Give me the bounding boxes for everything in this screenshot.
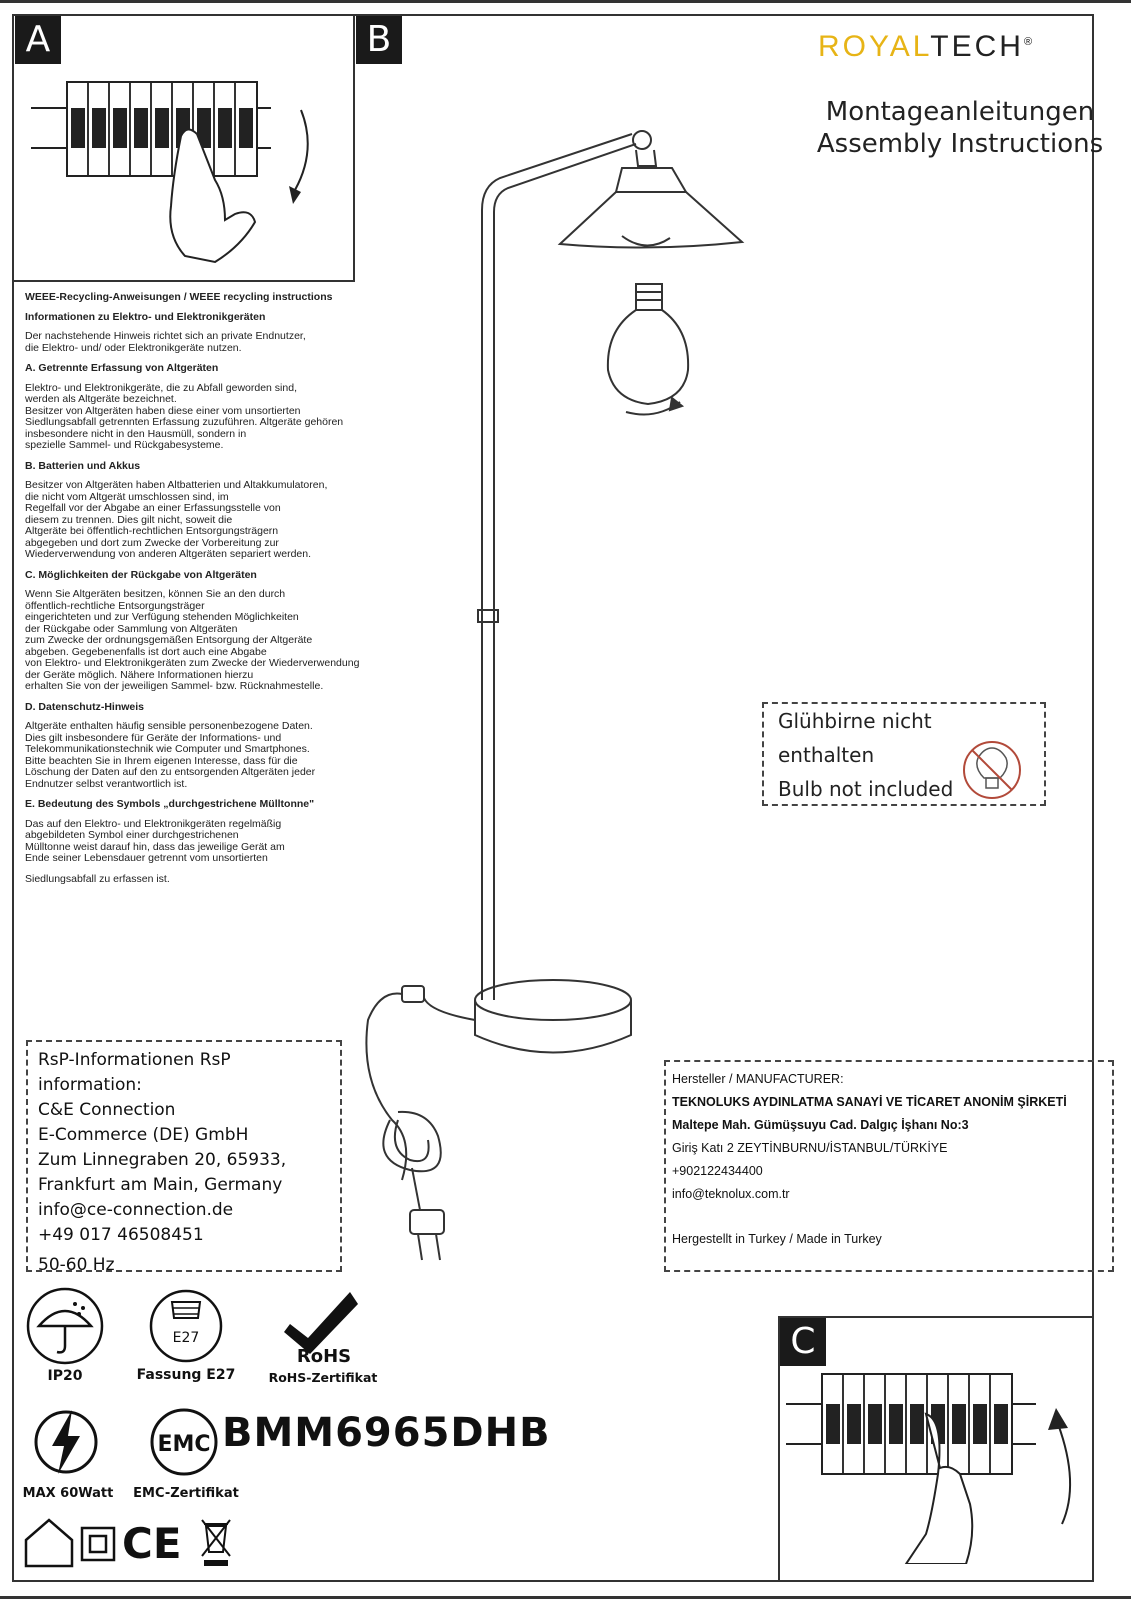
document-title	[810, 96, 1110, 160]
weee-section-a-title: A. Getrennte Erfassung von Altgeräten	[25, 362, 219, 374]
emc-label: EMC-Zertifikat	[133, 1486, 239, 1501]
weee-section-e-title: E. Bedeutung des Symbols „durchgestrichene Mülltonne"	[25, 798, 315, 810]
weee-section-d-title: D. Datenschutz-Hinweis	[25, 700, 145, 713]
rsp-line-email: info@ce-connection.de	[38, 1200, 234, 1220]
breaker-switch-on-illustration	[786, 1364, 1096, 1564]
double-insulation-icon	[80, 1526, 116, 1562]
manufacturer-made-in: Hergestellt in Turkey / Made in Turkey	[672, 1232, 882, 1246]
panel-a-label: A	[15, 16, 61, 64]
rsp-line-company2: E-Commerce (DE) GmbH	[38, 1125, 249, 1145]
rohs-label: RoHS-Zertifikat	[268, 1370, 378, 1385]
brand-registered: ®	[1023, 36, 1033, 48]
weee-section-b-title: B. Batterien und Akkus	[25, 459, 141, 472]
ce-mark-icon	[122, 1518, 190, 1564]
manufacturer-address2: Giriş Katı 2 ZEYTİNBURNU/İSTANBUL/TÜRKİYE	[672, 1141, 948, 1155]
bottom-border	[0, 1596, 1131, 1599]
panel-a	[13, 14, 355, 282]
weee-section-a-text: Elektro- und Elektronikgeräte, die zu Abfall geworden sind, werden als Altgeräte bezeichnet. Besitzer von Altgeräten haben diese einer vom unsortierten Siedlungsabfall getrennten Erfassung zuzuführen. Altgeräte gehören insbesondere nicht in den Hausmüll, sondern in spezielle Sammel- und Rückgabesysteme.	[25, 381, 344, 451]
manufacturer-name: TEKNOLUKS AYDINLATMA SANAYİ VE TİCARET ANONİM ŞİRKETİ	[672, 1095, 1067, 1109]
manufacturer-heading: Hersteller / MANUFACTURER:	[672, 1072, 844, 1086]
weee-intro: Der nachstehende Hinweis richtet sich an private Endnutzer, die Elektro- und/ oder Elektronikgeräte nutzen.	[25, 330, 306, 354]
lightning-icon	[32, 1406, 100, 1478]
ip-rating-label: IP20	[47, 1368, 83, 1384]
manufacturer-email: info@teknolux.com.tr	[672, 1187, 790, 1201]
manufacturer-address1: Maltepe Mah. Gümüşsuyu Cad. Dalgıç İşhanı No:3	[672, 1118, 969, 1132]
rohs-mark-text: RoHS	[296, 1346, 352, 1367]
weee-section-e-text2: Siedlungsabfall zu erfassen ist.	[25, 872, 170, 885]
bulb-not-included-notice	[762, 702, 1046, 806]
bulb-notice-german: Glühbirne nicht enthalten	[778, 709, 932, 767]
manufacturer-phone: +902122434400	[672, 1164, 763, 1178]
no-bulb-icon	[960, 738, 1024, 802]
indoor-use-house-icon	[22, 1516, 76, 1568]
weee-heading: WEEE-Recycling-Anweisungen / WEEE recycling instructions	[25, 291, 333, 303]
emc-mark-text: EMC	[157, 1432, 211, 1457]
weee-section-e-text: Das auf den Elektro- und Elektronikgeräten regelmäßig abgebildeten Symbol einer durchgestrichenen Mülltonne weist darauf hin, dass das jeweilige Gerät am Ende seiner Lebensdauer getrennt vom unsortierten	[25, 817, 285, 864]
emc-icon	[148, 1406, 220, 1478]
rohs-icon	[280, 1288, 370, 1368]
weee-instructions	[25, 292, 445, 894]
rsp-line-phone: +49 017 46508451	[38, 1225, 204, 1245]
brand-tech: TECH	[930, 30, 1024, 63]
socket-e27-text: E27	[172, 1330, 200, 1346]
brand-royal: ROYAL	[818, 30, 931, 63]
weee-section-c-title: C. Möglichkeiten der Rückgabe von Altgeräten	[25, 568, 257, 581]
rsp-line-street: Zum Linnegraben 20, 65933,	[38, 1150, 287, 1170]
crossed-bin-icon	[200, 1516, 232, 1568]
rsp-frequency: 50-60 Hz	[38, 1255, 115, 1275]
brand-logo	[818, 30, 1032, 64]
umbrella-rain-icon	[25, 1286, 105, 1366]
title-english: Assembly Instructions	[816, 129, 1104, 159]
panel-b-label: B	[356, 16, 402, 64]
model-number: BMM6965DHB	[222, 1410, 551, 1456]
max-wattage-label: MAX 60Watt	[22, 1486, 114, 1501]
top-border	[0, 0, 1131, 3]
light-bulb-icon	[608, 284, 688, 414]
weee-subheading: Informationen zu Elektro- und Elektronikgeräten	[25, 310, 266, 323]
ce-mark-text: CE	[122, 1519, 182, 1564]
panel-c-label: C	[780, 1318, 826, 1366]
weee-section-b-text: Besitzer von Altgeräten haben Altbatterien und Altakkumulatoren, die nicht vom Altgerät umschlossen sind, im Regelfall vor der Abgabe an einer Erfassungsstelle von diesem zu trennen. Dies gilt nicht, soweit die Altgeräte bei öffentlich-rechtlichen Entsorgungsträgern abgegeben und dort zum Zwecke der Vorbereitung zur Wiederverwendung von anderen Altgeräten separiert werden.	[25, 479, 328, 560]
weee-section-c-text: Wenn Sie Altgeräten besitzen, können Sie an den durch öffentlich-rechtliche Entsorgungsträger eingerichteten und zur Verfügung stehenden Möglichkeiten der Rückgabe oder Sammlung von Altgeräten zum Zwecke der ordnungsgemäßen Entsorgung der Altgeräte abgeben. Gegebenenfalls ist dort auch eine Abgabe von Elektro- und Elektronikgeräten zum Zwecke der Wiederverwendung der Geräte möglich. Nähere Informationen hierzu erhalten Sie von der jeweiligen Sammel- bzw. Rücknahmestelle.	[25, 588, 360, 692]
weee-section-d-text: Altgeräte enthalten häufig sensible personenbezogene Daten. Dies gilt insbesondere für Geräte der Informations- und Telekommunikationstechnik wie Computer und Smartphones. Bitte beachten Sie in Ihrem eigenen Interesse, dass für die Löschung der Daten auf den zu entsorgenden Altgeräten jeder Endnutzer selbst verantwortlich ist.	[25, 720, 316, 790]
rsp-information-box	[26, 1040, 342, 1275]
bulb-notice-english: Bulb not included	[778, 777, 954, 801]
manufacturer-box	[664, 1060, 1114, 1272]
rsp-line-city: Frankfurt am Main, Germany	[38, 1175, 283, 1195]
socket-e27-icon	[148, 1288, 224, 1364]
breaker-switch-off-illustration	[31, 64, 331, 294]
rsp-heading: RsP-Informationen RsP information:	[38, 1050, 231, 1095]
rsp-line-company: C&E Connection	[38, 1100, 176, 1120]
title-german: Montageanleitungen	[825, 97, 1095, 127]
socket-label: Fassung E27	[136, 1367, 236, 1383]
panel-c	[778, 1316, 1094, 1582]
